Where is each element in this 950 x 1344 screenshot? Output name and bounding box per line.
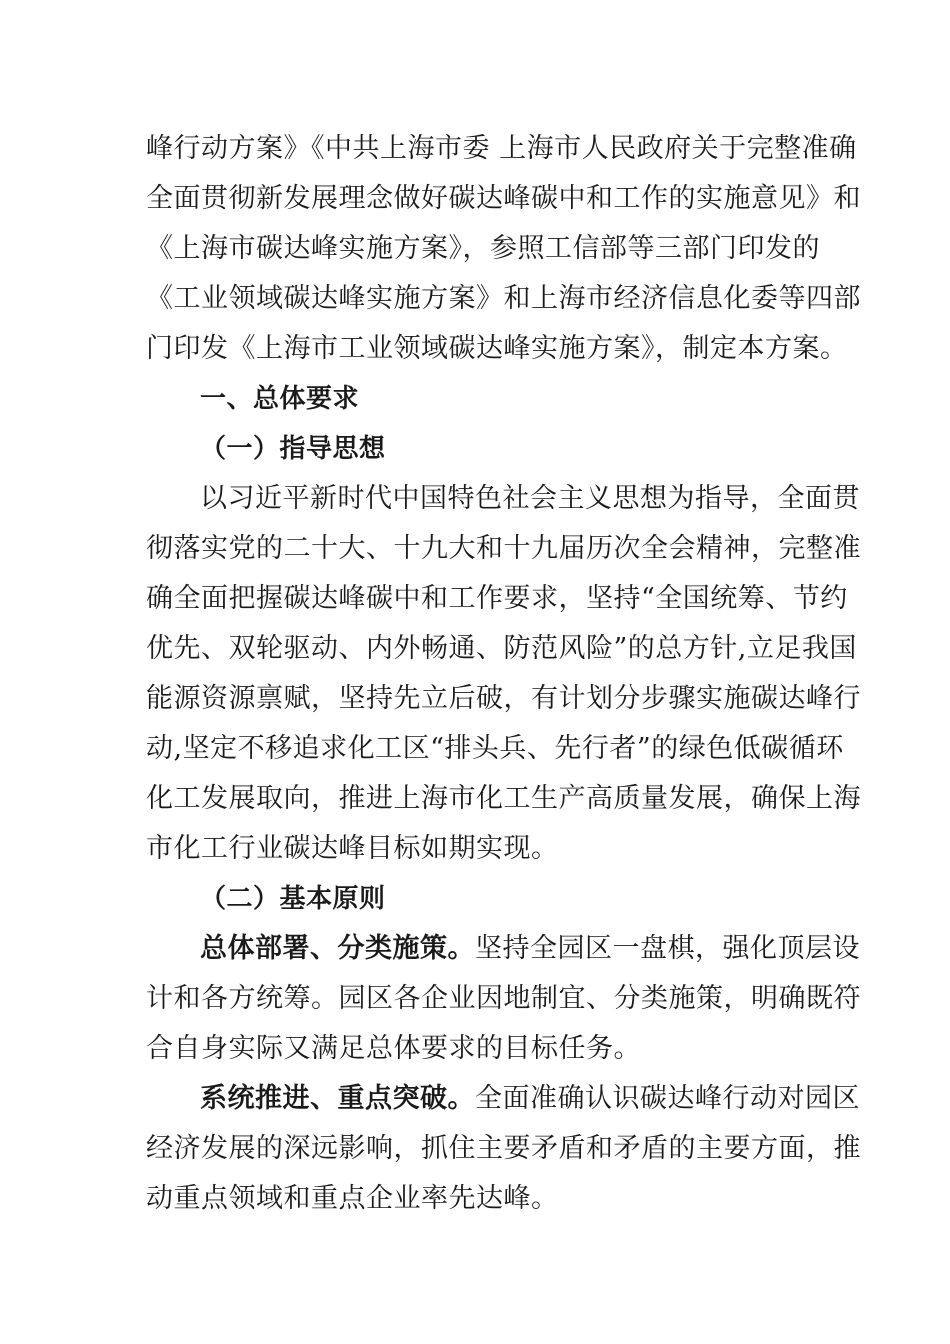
text-line: 动重点领域和重点企业率先达峰。 <box>146 1183 559 1214</box>
text-line: 门印发《上海市工业领域碳达峰实施方案》，制定本方案。 <box>146 333 848 364</box>
text-line: 优先、双轮驱动、内外畅通、防范风险”的总方针,立足我国 <box>146 633 857 664</box>
text-line: 以习近平新时代中国特色社会主义思想为指导，全面贯 <box>200 483 860 514</box>
text-line: 能源资源禀赋，坚持先立后破，有计划分步骤实施碳达峰行 <box>146 683 861 714</box>
section-heading-general-requirements: 一、总体要求 <box>200 384 360 414</box>
paragraph-guiding-ideology <box>146 474 861 874</box>
subsection-heading-basic-principles: （二）基本原则 <box>200 884 386 914</box>
text-line: 化工发展取向，推进上海市化工生产高质量发展，确保上海 <box>146 783 861 814</box>
text-line: 确全面把握碳达峰碳中和工作要求，坚持“全国统筹、节约 <box>146 583 848 614</box>
text-line: 计和各方统筹。园区各企业因地制宜、分类施策，明确既符 <box>146 983 861 1014</box>
text-line: 彻落实党的二十大、十九大和十九届历次全会精神，完整准 <box>146 533 861 564</box>
principle-title: 总体部署、分类施策。 <box>200 933 475 964</box>
text-line: 峰行动方案》《中共上海市委 上海市人民政府关于完整准确 <box>146 133 857 164</box>
document-page <box>146 124 861 1224</box>
text-line: 合自身实际又满足总体要求的目标任务。 <box>146 1033 641 1064</box>
text-line <box>146 924 860 974</box>
paragraph-principle-overall-deployment <box>146 924 861 1074</box>
paragraph-plan-basis <box>146 124 861 374</box>
text-line: 经济发展的深远影响，抓住主要矛盾和矛盾的主要方面，推 <box>146 1133 861 1164</box>
text-line: 《工业领域碳达峰实施方案》和上海市经济信息化委等四部 <box>146 283 861 314</box>
subsection-heading-guiding-ideology: （一）指导思想 <box>200 434 386 464</box>
text-line: 《上海市碳达峰实施方案》，参照工信部等三部门印发的 <box>146 233 820 264</box>
principle-title: 系统推进、重点突破。 <box>200 1083 475 1114</box>
text-line <box>146 1074 860 1124</box>
text-line: 市化工行业碳达峰目标如期实现。 <box>146 833 559 864</box>
principle-text: 坚持全园区一盘棋，强化顶层设 <box>475 933 860 964</box>
principle-text: 全面准确认识碳达峰行动对园区 <box>475 1083 860 1114</box>
paragraph-principle-systematic-advance <box>146 1074 861 1224</box>
text-line: 全面贯彻新发展理念做好碳达峰碳中和工作的实施意见》和 <box>146 183 861 214</box>
text-line: 动,坚定不移追求化工区“排头兵、先行者”的绿色低碳循环 <box>146 733 844 764</box>
